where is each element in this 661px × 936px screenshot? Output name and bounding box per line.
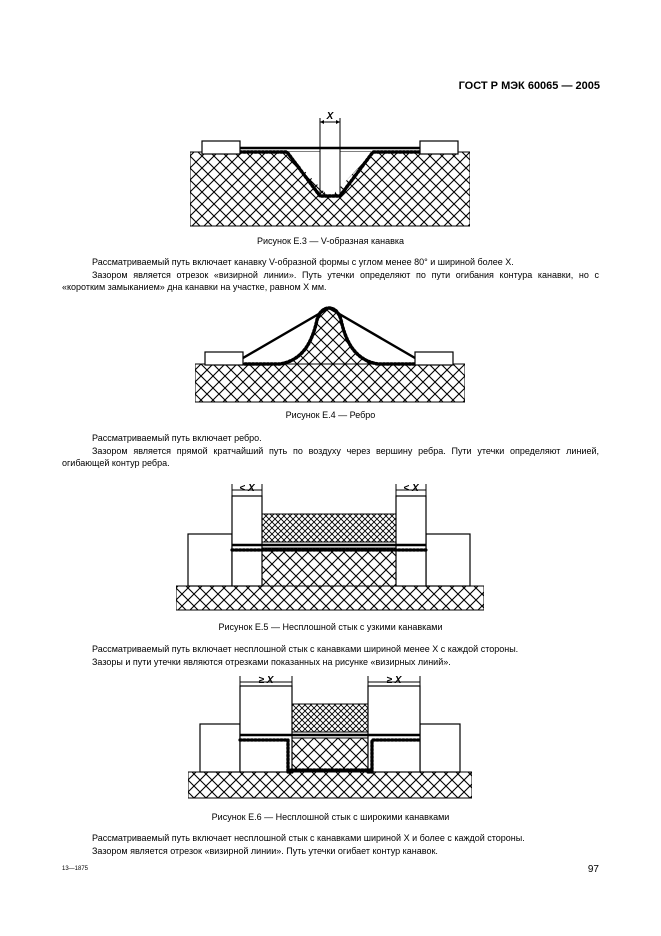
figure-e5-dim-label-right: < X — [403, 483, 419, 494]
figure-e5-narrow-grooves — [176, 480, 484, 612]
figure-e6-dim-label-right: ≥ X — [386, 675, 402, 686]
figure-e3-dim-label: X — [326, 111, 334, 122]
document-standard-id: ГОСТ Р МЭК 60065 — 2005 — [458, 80, 600, 92]
paragraph-e6-line-1: Рассматриваемый путь включает несплошной стык с канавками шириной X и более с каждой стороны. — [92, 833, 525, 843]
paragraph-e4 — [62, 432, 599, 470]
figure-e3-caption: Рисунок Е.3 — V-образная канавка — [256, 236, 405, 246]
figure-e4-caption: Рисунок Е.4 — Ребро — [285, 410, 376, 420]
figure-e5-caption: Рисунок Е.5 — Несплошной стык с узкими канавками — [218, 622, 443, 632]
figure-e6-wide-grooves — [188, 672, 472, 800]
figure-e4-rib — [195, 298, 465, 404]
paragraph-e5-line-2: Зазоры и пути утечки являются отрезками показанных на рисунке «визирных линий». — [92, 656, 451, 667]
figure-e6-dim-label-left: ≥ X — [258, 675, 274, 686]
paragraph-e4-line-2: Зазором является прямой кратчайший путь по воздуху через вершину ребра. Пути утечки определяют линией, огибающей контур ребра. — [62, 445, 599, 468]
paragraph-e5 — [62, 643, 599, 668]
paragraph-e4-line-1: Рассматриваемый путь включает ребро. — [92, 433, 262, 443]
paragraph-e3-line-1: Рассматриваемый путь включает канавку V-образной формы с углом менее 80° и шириной более X. — [92, 257, 514, 267]
figure-e6-caption: Рисунок Е.6 — Несплошной стык с широкими канавками — [211, 812, 450, 822]
print-mark: 13—1875 — [62, 866, 89, 872]
figure-e5-dim-label-left: < X — [239, 483, 255, 494]
paragraph-e3-line-2: Зазором является отрезок «визирной линии». Путь утечки определяют по пути огибания контура канавки, но с «коротким замыканием» дна канавки на участке, равном X мм. — [62, 269, 599, 292]
paragraph-e3 — [62, 256, 599, 294]
figure-e3-v-groove — [190, 108, 470, 232]
paragraph-e5-line-1: Рассматриваемый путь включает несплошной стык с канавками шириной менее X с каждой стороны. — [92, 644, 519, 654]
paragraph-e6 — [62, 832, 599, 857]
paragraph-e6-line-2: Зазором является отрезок «визирной линии». Путь утечки огибает контур канавок. — [92, 845, 438, 856]
page-number: 97 — [587, 864, 599, 875]
